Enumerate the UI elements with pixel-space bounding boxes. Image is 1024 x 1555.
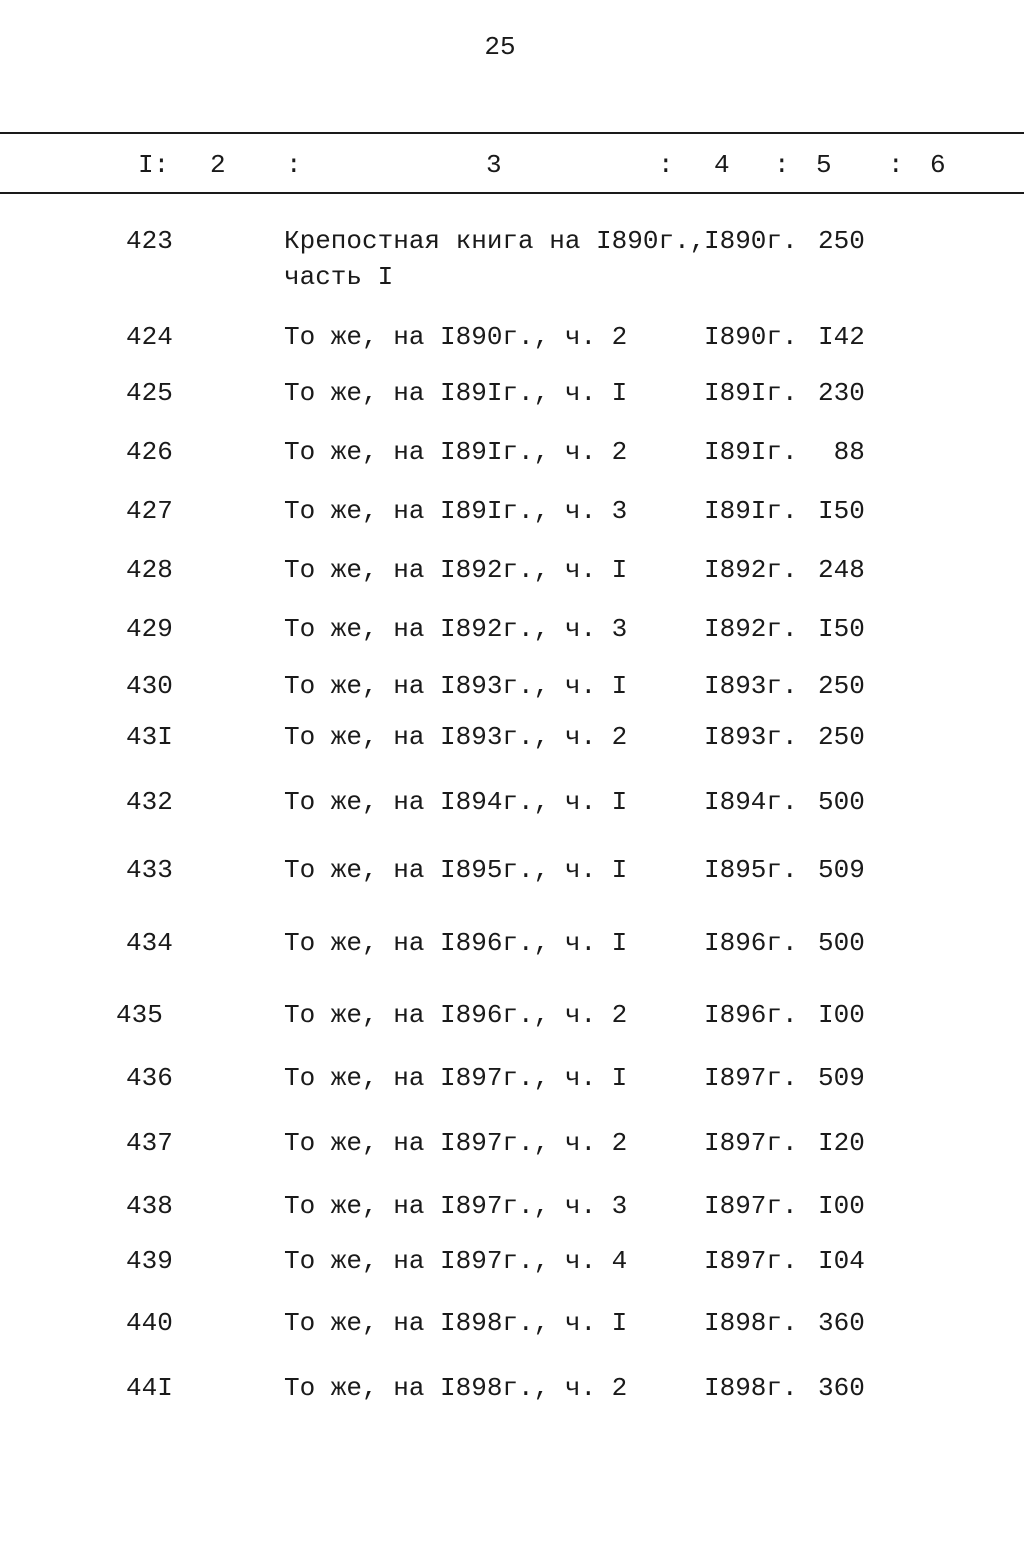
- column-header-5: 5: [816, 150, 832, 180]
- row-title: То же, на I897г., ч. 2: [284, 1128, 628, 1158]
- row-title: То же, на I898г., ч. I: [284, 1308, 628, 1338]
- row-number: 435: [116, 1000, 163, 1030]
- row-year: I890г.: [704, 226, 798, 256]
- column-header-4: 4: [714, 150, 730, 180]
- column-separator: :: [658, 150, 674, 180]
- row-number: 425: [126, 378, 173, 408]
- row-sheet-count: I20: [818, 1128, 865, 1158]
- row-number: 436: [126, 1063, 173, 1093]
- row-sheet-count: I00: [818, 1000, 865, 1030]
- row-sheet-count: 360: [818, 1308, 865, 1338]
- row-sheet-count: 509: [818, 855, 865, 885]
- row-number: 427: [126, 496, 173, 526]
- row-title: То же, на I890г., ч. 2: [284, 322, 628, 352]
- row-sheet-count: 250: [818, 722, 865, 752]
- row-year: I890г.: [704, 322, 798, 352]
- row-title: То же, на I897г., ч. 3: [284, 1191, 628, 1221]
- row-title: То же, на I896г., ч. I: [284, 928, 628, 958]
- row-number: 426: [126, 437, 173, 467]
- row-year: I892г.: [704, 555, 798, 585]
- column-separator: :: [774, 150, 790, 180]
- column-separator: :: [888, 150, 904, 180]
- row-number: 424: [126, 322, 173, 352]
- row-number: 433: [126, 855, 173, 885]
- row-sheet-count: I50: [818, 496, 865, 526]
- row-number: 423: [126, 226, 173, 256]
- row-title: То же, на I89Iг., ч. 2: [284, 437, 628, 467]
- row-number: 438: [126, 1191, 173, 1221]
- row-year: I898г.: [704, 1373, 798, 1403]
- row-sheet-count: 230: [818, 378, 865, 408]
- row-sheet-count: I00: [818, 1191, 865, 1221]
- row-sheet-count: I50: [818, 614, 865, 644]
- row-number: 437: [126, 1128, 173, 1158]
- header-bottom-rule: [0, 192, 1024, 194]
- row-sheet-count: 248: [818, 555, 865, 585]
- column-header-2: 2: [210, 150, 226, 180]
- row-title: То же, на I893г., ч. 2: [284, 722, 628, 752]
- column-header-1: I:: [138, 150, 170, 180]
- row-title: То же, на I893г., ч. I: [284, 671, 628, 701]
- row-number: 434: [126, 928, 173, 958]
- row-year: I893г.: [704, 722, 798, 752]
- row-year: I89Iг.: [704, 437, 798, 467]
- page-number: 25: [484, 32, 516, 62]
- row-sheet-count: 250: [818, 226, 865, 256]
- column-header-6: 6: [930, 150, 946, 180]
- row-number: 44I: [126, 1373, 173, 1403]
- row-year: I897г.: [704, 1063, 798, 1093]
- row-number: 43I: [126, 722, 173, 752]
- row-title: То же, на I898г., ч. 2: [284, 1373, 628, 1403]
- row-sheet-count: I42: [818, 322, 865, 352]
- row-sheet-count: 250: [818, 671, 865, 701]
- row-year: I897г.: [704, 1246, 798, 1276]
- column-separator: :: [286, 150, 302, 180]
- row-sheet-count: 509: [818, 1063, 865, 1093]
- row-number: 429: [126, 614, 173, 644]
- header-top-rule: [0, 132, 1024, 134]
- row-year: I895г.: [704, 855, 798, 885]
- row-title: То же, на I895г., ч. I: [284, 855, 628, 885]
- row-title: То же, на I897г., ч. 4: [284, 1246, 628, 1276]
- row-year: I89Iг.: [704, 496, 798, 526]
- row-year: I898г.: [704, 1308, 798, 1338]
- row-title-continuation: часть I: [284, 262, 394, 292]
- row-year: I892г.: [704, 614, 798, 644]
- row-title: То же, на I892г., ч. I: [284, 555, 628, 585]
- row-number: 439: [126, 1246, 173, 1276]
- row-title: То же, на I896г., ч. 2: [284, 1000, 628, 1030]
- row-year: I893г.: [704, 671, 798, 701]
- row-sheet-count: 360: [818, 1373, 865, 1403]
- row-number: 428: [126, 555, 173, 585]
- row-year: I89Iг.: [704, 378, 798, 408]
- row-sheet-count: 500: [818, 928, 865, 958]
- row-sheet-count: 88: [818, 437, 865, 467]
- row-sheet-count: I04: [818, 1246, 865, 1276]
- column-header-3: 3: [486, 150, 502, 180]
- row-year: I896г.: [704, 928, 798, 958]
- row-title: То же, на I89Iг., ч. 3: [284, 496, 628, 526]
- row-number: 432: [126, 787, 173, 817]
- row-title: То же, на I894г., ч. I: [284, 787, 628, 817]
- row-title: То же, на I897г., ч. I: [284, 1063, 628, 1093]
- row-year: I897г.: [704, 1191, 798, 1221]
- row-year: I896г.: [704, 1000, 798, 1030]
- row-title: Крепостная книга на I890г.,: [284, 226, 706, 256]
- row-title: То же, на I892г., ч. 3: [284, 614, 628, 644]
- row-title: То же, на I89Iг., ч. I: [284, 378, 628, 408]
- row-sheet-count: 500: [818, 787, 865, 817]
- row-year: I897г.: [704, 1128, 798, 1158]
- row-year: I894г.: [704, 787, 798, 817]
- row-number: 430: [126, 671, 173, 701]
- row-number: 440: [126, 1308, 173, 1338]
